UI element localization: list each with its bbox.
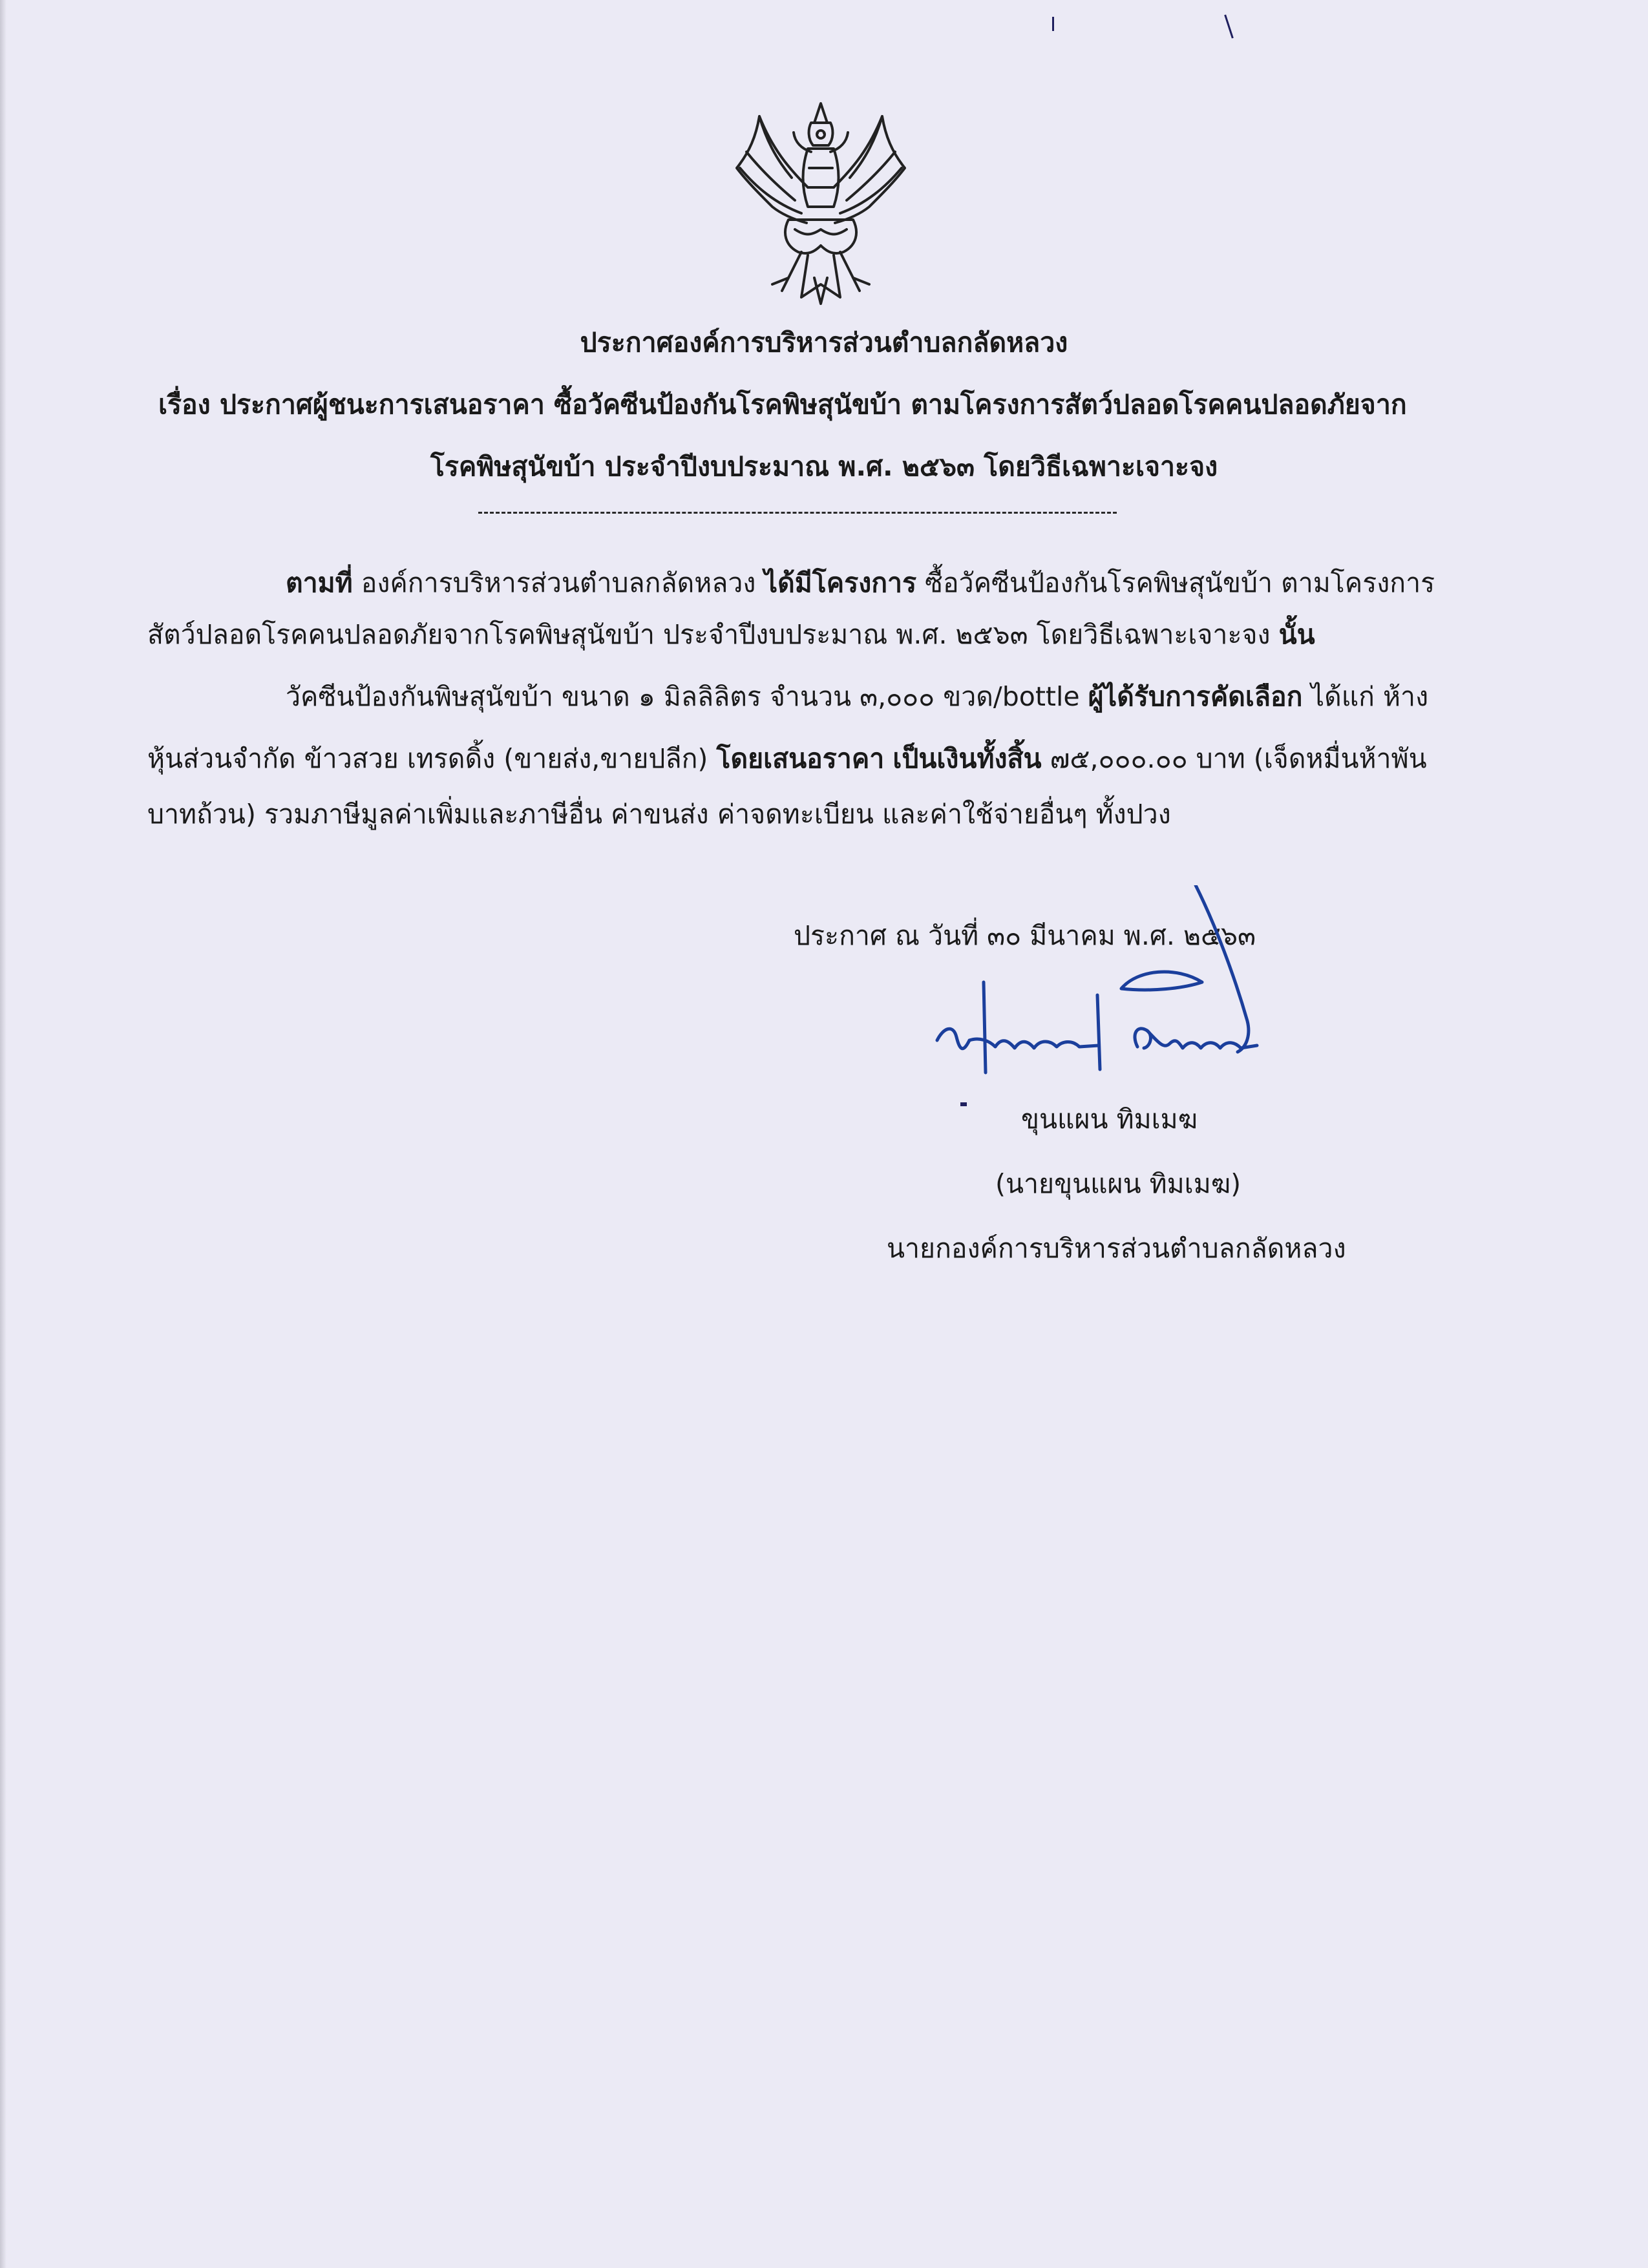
scan-mark bbox=[1224, 14, 1234, 38]
separator-line bbox=[478, 512, 1117, 514]
scan-mark bbox=[1052, 17, 1054, 31]
text-span: หุ้นส่วนจำกัด ข้าวสวย เทรดดิ้ง (ขายส่ง,ขายปลีก) bbox=[147, 743, 717, 774]
text-span-bold: ได้มีโครงการ bbox=[764, 567, 917, 598]
text-span-bold: เป็นเงินทั้งสิ้น bbox=[893, 743, 1042, 774]
text-span: ๗๕,๐๐๐.๐๐ บาท (เจ็ดหมื่นห้าพัน bbox=[1041, 743, 1427, 774]
handwritten-signature bbox=[924, 885, 1312, 1092]
paragraph-2-line-2 bbox=[147, 739, 1427, 778]
text-span: วัคซีนป้องกันพิษสุนัขบ้า ขนาด ๑ มิลลิลิตร จำนวน ๓,๐๐๐ ขวด/bottle bbox=[286, 681, 1088, 712]
text-span-bold: ผู้ได้รับการคัดเลือก bbox=[1088, 681, 1303, 712]
scan-mark bbox=[960, 1102, 967, 1106]
signer-name: ขุนแผน ทิมเมฆ bbox=[1021, 1104, 1198, 1135]
paragraph-2-line-1 bbox=[286, 677, 1428, 716]
text-span: ได้แก่ ห้าง bbox=[1302, 681, 1429, 712]
paragraph-1-line-2 bbox=[147, 615, 1315, 654]
signer-full-name: (นายขุนแผน ทิมเมฆ) bbox=[995, 1168, 1241, 1199]
garuda-emblem-icon bbox=[711, 90, 931, 323]
paragraph-1-line-1 bbox=[286, 563, 1435, 602]
text-span: สัตว์ปลอดโรคคนปลอดภัยจากโรคพิษสุนัขบ้า ประจำปีงบประมาณ พ.ศ. ๒๕๖๓ โดยวิธีเฉพาะเจาะจง bbox=[147, 619, 1279, 650]
text-span: องค์การบริหารส่วนตำบลกลัดหลวง bbox=[352, 567, 765, 598]
lead-word: ตามที่ bbox=[286, 567, 353, 598]
text-span-bold: นั้น bbox=[1278, 619, 1315, 650]
paragraph-2-line-3: บาทถ้วน) รวมภาษีมูลค่าเพิ่มและภาษีอื่น ค่าขนส่ง ค่าจดทะเบียน และค่าใช้จ่ายอื่นๆ ทั้งปวง bbox=[147, 799, 1171, 830]
signer-position: นายกองค์การบริหารส่วนตำบลกลัดหลวง bbox=[887, 1233, 1346, 1264]
subject-line-1: เรื่อง ประกาศผู้ชนะการเสนอราคา ซื้อวัคซีนป้องกันโรคพิษสุนัขบ้า ตามโครงการสัตว์ปลอดโรคคนปลอดภัยจาก bbox=[158, 389, 1407, 420]
text-span bbox=[884, 743, 893, 774]
text-span: ซื้อวัคซีนป้องกันโรคพิษสุนัขบ้า ตามโครงการ bbox=[916, 567, 1435, 598]
announcement-date: ประกาศ ณ วันที่ ๓๐ มีนาคม พ.ศ. ๒๕๖๓ bbox=[794, 920, 1256, 951]
text-span-bold: โดยเสนอราคา bbox=[716, 743, 885, 774]
document-title: ประกาศองค์การบริหารส่วนตำบลกลัดหลวง bbox=[580, 327, 1068, 358]
subject-line-2: โรคพิษสุนัขบ้า ประจำปีงบประมาณ พ.ศ. ๒๕๖๓ โดยวิธีเฉพาะเจาะจง bbox=[430, 451, 1218, 482]
